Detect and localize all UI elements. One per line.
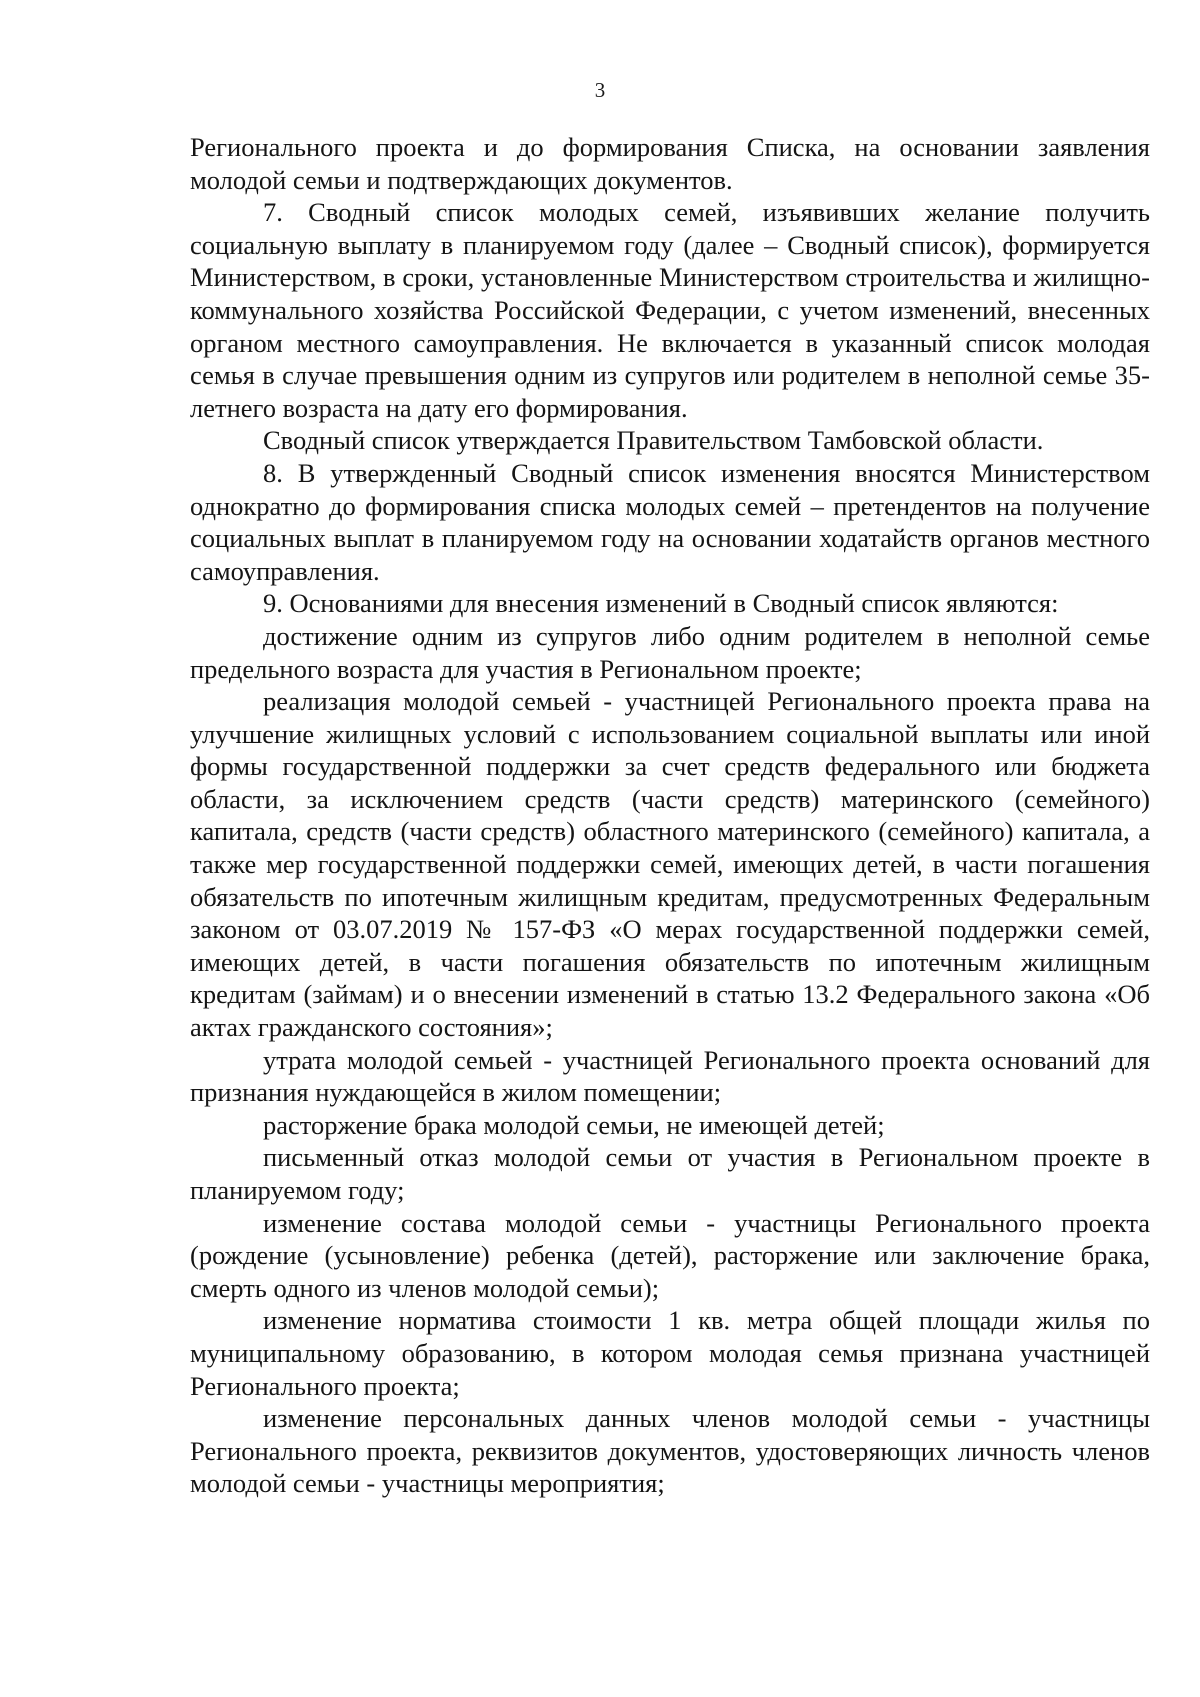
document-body <box>190 131 1150 1500</box>
paragraph-item-7: 7. Сводный список молодых семей, изъявивших желание получить социальную выплату в планируемом году (далее – Сводный список), формируется Министерством, в сроки, установленные Министерством строительства и жилищно-коммунального хозяйства Российской Федерации, с учетом изменений, внесенных органом местного самоуправления. Не включается в указанный список молодая семья в случае превышения одним из супругов или родителем в неполной семье 35-летнего возраста на дату его формирования. <box>190 197 1150 423</box>
list-item-personal-data: изменение персональных данных членов молодой семьи - участницы Регионального проекта, реквизитов документов, удостоверяющих личность членов молодой семьи - участницы мероприятия; <box>190 1403 1150 1499</box>
list-item-loss-of-grounds: утрата молодой семьей - участницей Регионального проекта оснований для признания нуждающейся в жилом помещении; <box>190 1044 1150 1108</box>
paragraph-item-8: 8. В утвержденный Сводный список изменения вносятся Министерством однократно до формирования списка молодых семей – претендентов на получение социальных выплат в планируемом году на основании ходатайств органов местного самоуправления. <box>190 457 1150 586</box>
list-item-right-realization: реализация молодой семьей - участницей Регионального проекта права на улучшение жилищных условий с использованием социальной выплаты или иной формы государственной поддержки за счет средств федерального или бюджета области, за исключением средств (части средств) материнского (семейного) капитала, средств (части средств) областного материнского (семейного) капитала, а также мер государственной поддержки семей, имеющих детей, в части погашения обязательств по ипотечным жилищным кредитам, предусмотренных Федеральным законом от 03.07.2019 № 157-ФЗ «О мерах государственной поддержки семей, имеющих детей, в части погашения обязательств по ипотечным жилищным кредитам (займам) и о внесении изменений в статью 13.2 Федерального закона «Об актах гражданского состояния»; <box>190 686 1150 1043</box>
list-item-age-limit: достижение одним из супругов либо одним родителем в неполной семье предельного возраста для участия в Региональном проекте; <box>190 620 1150 684</box>
paragraph-item-9: 9. Основаниями для внесения изменений в Сводный список являются: <box>263 588 1059 619</box>
list-item-divorce: расторжение брака молодой семьи, не имеющей детей; <box>263 1109 885 1140</box>
list-item-cost-norm: изменение норматива стоимости 1 кв. метра общей площади жилья по муниципальному образованию, в котором молодая семья признана участницей Регионального проекта; <box>190 1305 1150 1401</box>
page-number: 3 <box>594 78 606 102</box>
list-item-written-refusal: письменный отказ молодой семьи от участия в Региональном проекте в планируемом году; <box>190 1142 1150 1205</box>
paragraph-continuation: Регионального проекта и до формирования Списка, на основании заявления молодой семьи и подтверждающих документов. <box>190 132 1150 195</box>
paragraph-approval: Сводный список утверждается Правительством Тамбовской области. <box>263 425 1044 456</box>
list-item-family-composition: изменение состава молодой семьи - участницы Регионального проекта (рождение (усыновление) ребенка (детей), расторжение или заключение брака, смерть одного из членов молодой семьи); <box>190 1207 1150 1303</box>
